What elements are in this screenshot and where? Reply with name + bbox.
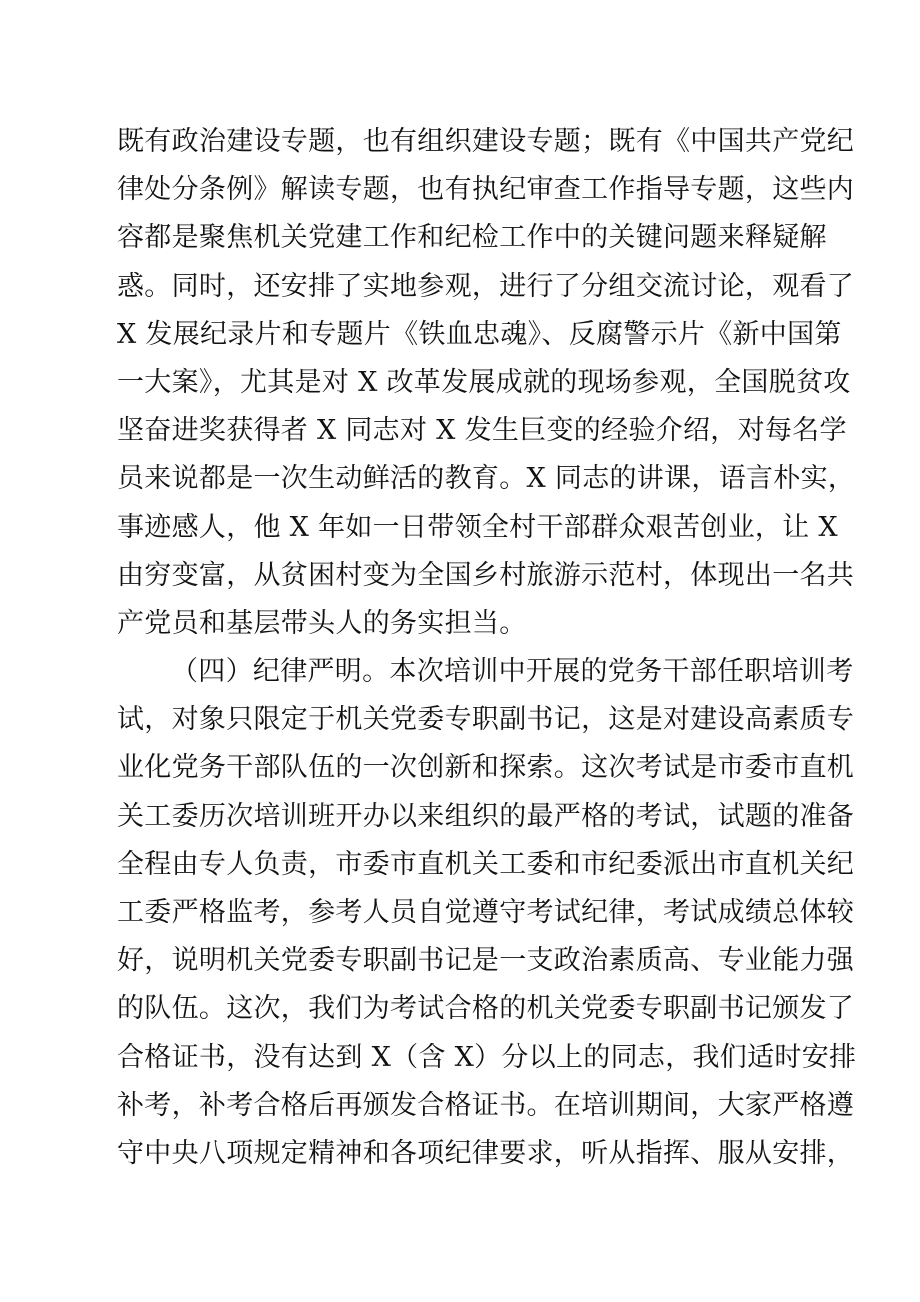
text-line: 既有政治建设专题，也有组织建设专题；既有《中国共产党纪 (117, 126, 855, 157)
text-line: 事迹感人，他 X 年如一日带领全村干部群众艰苦创业，让 X (117, 511, 838, 543)
text-line: 律处分条例》解读专题，也有执纪审查工作指导专题，这些内 (117, 174, 855, 206)
paragraph-1 (117, 118, 856, 648)
text-line: 业化党务干部队伍的一次创新和探索。这次考试是市委市直机 (117, 752, 855, 784)
text-line: 惑。同时，还安排了实地参观，进行了分组交流讨论，观看了 (117, 270, 855, 302)
text-line: 坚奋进奖获得者 X 同志对 X 发生巨变的经验介绍，对每名学 (117, 415, 847, 447)
paragraph-2 (117, 648, 857, 1178)
document-body (117, 118, 857, 1178)
text-line: 员来说都是一次生动鲜活的教育。X 同志的讲课，语言朴实， (117, 463, 856, 495)
text-line: （四）纪律严明。本次培训中开展的党务干部任职培训考 (171, 656, 854, 688)
text-line: 试，对象只限定于机关党委专职副书记，这是对建设高素质专 (117, 704, 855, 736)
text-line: 全程由专人负责，市委市直机关工委和市纪委派出市直机关纪 (117, 848, 855, 880)
text-line: 补考，补考合格后再颁发合格证书。在培训期间，大家严格遵 (117, 1089, 855, 1121)
text-line: 工委严格监考，参考人员自觉遵守考试纪律，考试成绩总体较 (117, 897, 855, 928)
text-line: X 发展纪录片和专题片《铁血忠魂》、反腐警示片《新中国第 (117, 318, 842, 350)
text-line: 合格证书，没有达到 X（含 X）分以上的同志，我们适时安排 (117, 1041, 857, 1073)
text-line: 由穷变富，从贫困村变为全国乡村旅游示范村，体现出一名共 (117, 559, 855, 591)
text-line: 守中央八项规定精神和各项纪律要求，听从指挥、服从安排， (117, 1137, 855, 1169)
text-line: 产党员和基层带头人的务实担当。 (117, 607, 527, 639)
text-line: 的队伍。这次，我们为考试合格的机关党委专职副书记颁发了 (117, 993, 855, 1025)
text-line: 容都是聚焦机关党建工作和纪检工作中的关键问题来释疑解 (117, 222, 827, 254)
text-line: 一大案》，尤其是对 X 改革发展成就的现场参观，全国脱贫攻 (117, 366, 851, 398)
text-line: 好，说明机关党委专职副书记是一支政治素质高、专业能力强 (117, 945, 855, 977)
text-line: 关工委历次培训班开办以来组织的最严格的考试，试题的准备 (117, 800, 855, 832)
